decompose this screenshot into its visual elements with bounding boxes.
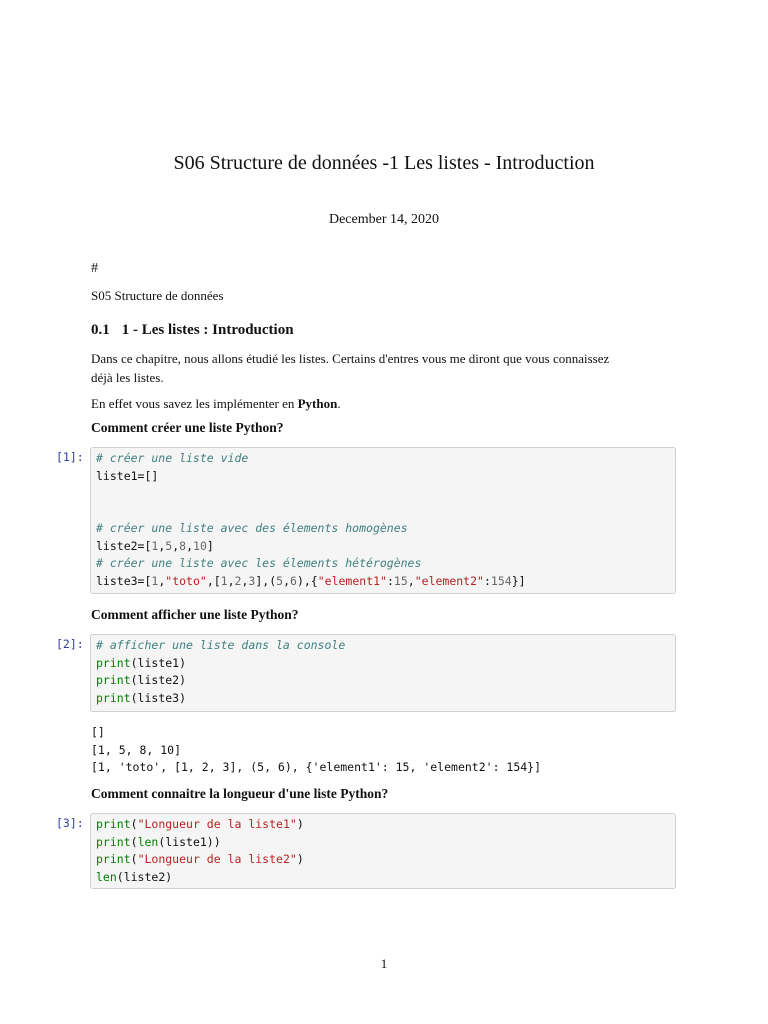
intro-paragraph-line1: Dans ce chapitre, nous allons étudié les listes. Certains d'entres vous me diront que vous connaissez xyxy=(91,351,610,366)
code-comment: # afficher une liste dans la console xyxy=(96,638,346,652)
python-para-before: En effet vous savez les implémenter en xyxy=(91,396,298,411)
code-cell-1[interactable] xyxy=(90,447,676,594)
question-length: Comment connaitre la longueur d'une liste Python? xyxy=(91,786,389,801)
question-display: Comment afficher une liste Python? xyxy=(91,607,299,622)
python-word: Python xyxy=(297,396,338,411)
cell2-output xyxy=(91,724,541,777)
code-line: liste3=[1,"toto",[1,2,3],(5,6),{"element1":15,"element2":154}] xyxy=(96,573,526,588)
section-title: 1 - Les listes : Introduction xyxy=(121,322,294,338)
question-create: Comment créer une liste Python? xyxy=(91,420,284,435)
code-line: print("Longueur de la liste2") xyxy=(96,852,304,866)
code-line: print(liste2) xyxy=(96,673,187,687)
section-number: 0.1 xyxy=(91,322,110,338)
document-date: December 14, 2020 xyxy=(328,212,440,227)
code-line: print(len(liste1)) xyxy=(96,834,221,849)
code-line: liste2=[1,5,8,10] xyxy=(96,538,214,553)
code-line: print(liste1) xyxy=(96,655,187,670)
code-cell-2[interactable] xyxy=(90,634,676,712)
subtitle-text: S05 Structure de données xyxy=(91,288,224,303)
python-para-after: . xyxy=(337,396,341,411)
section-heading xyxy=(91,322,294,339)
output-line: [] xyxy=(91,725,105,739)
cell1-prompt: [1]: xyxy=(56,450,84,464)
code-line: len(liste2) xyxy=(96,869,173,884)
code-cell-3[interactable] xyxy=(90,813,676,889)
code-comment: # créer une liste avec les élements hétérogènes xyxy=(96,556,422,570)
code-comment: # créer une liste vide xyxy=(96,451,249,465)
code-line: liste1=[] xyxy=(96,468,159,483)
cell2-prompt: [2]: xyxy=(56,637,84,651)
page-number: 1 xyxy=(380,956,388,971)
python-paragraph xyxy=(91,394,341,413)
code-line: print(liste3) xyxy=(96,690,187,705)
code-comment: # créer une liste avec des élements homogènes xyxy=(96,521,408,535)
intro-paragraph-line2: déjà les listes. xyxy=(91,370,164,385)
code-line: print("Longueur de la liste1") xyxy=(96,817,304,831)
hash-heading: # xyxy=(91,261,98,276)
output-line: [1, 5, 8, 10] xyxy=(91,742,182,757)
output-line: [1, 'toto', [1, 2, 3], (5, 6), {'element1': 15, 'element2': 154}] xyxy=(91,760,542,774)
document-title: S06 Structure de données -1 Les listes - Introduction xyxy=(173,152,595,174)
cell3-prompt: [3]: xyxy=(56,816,84,830)
